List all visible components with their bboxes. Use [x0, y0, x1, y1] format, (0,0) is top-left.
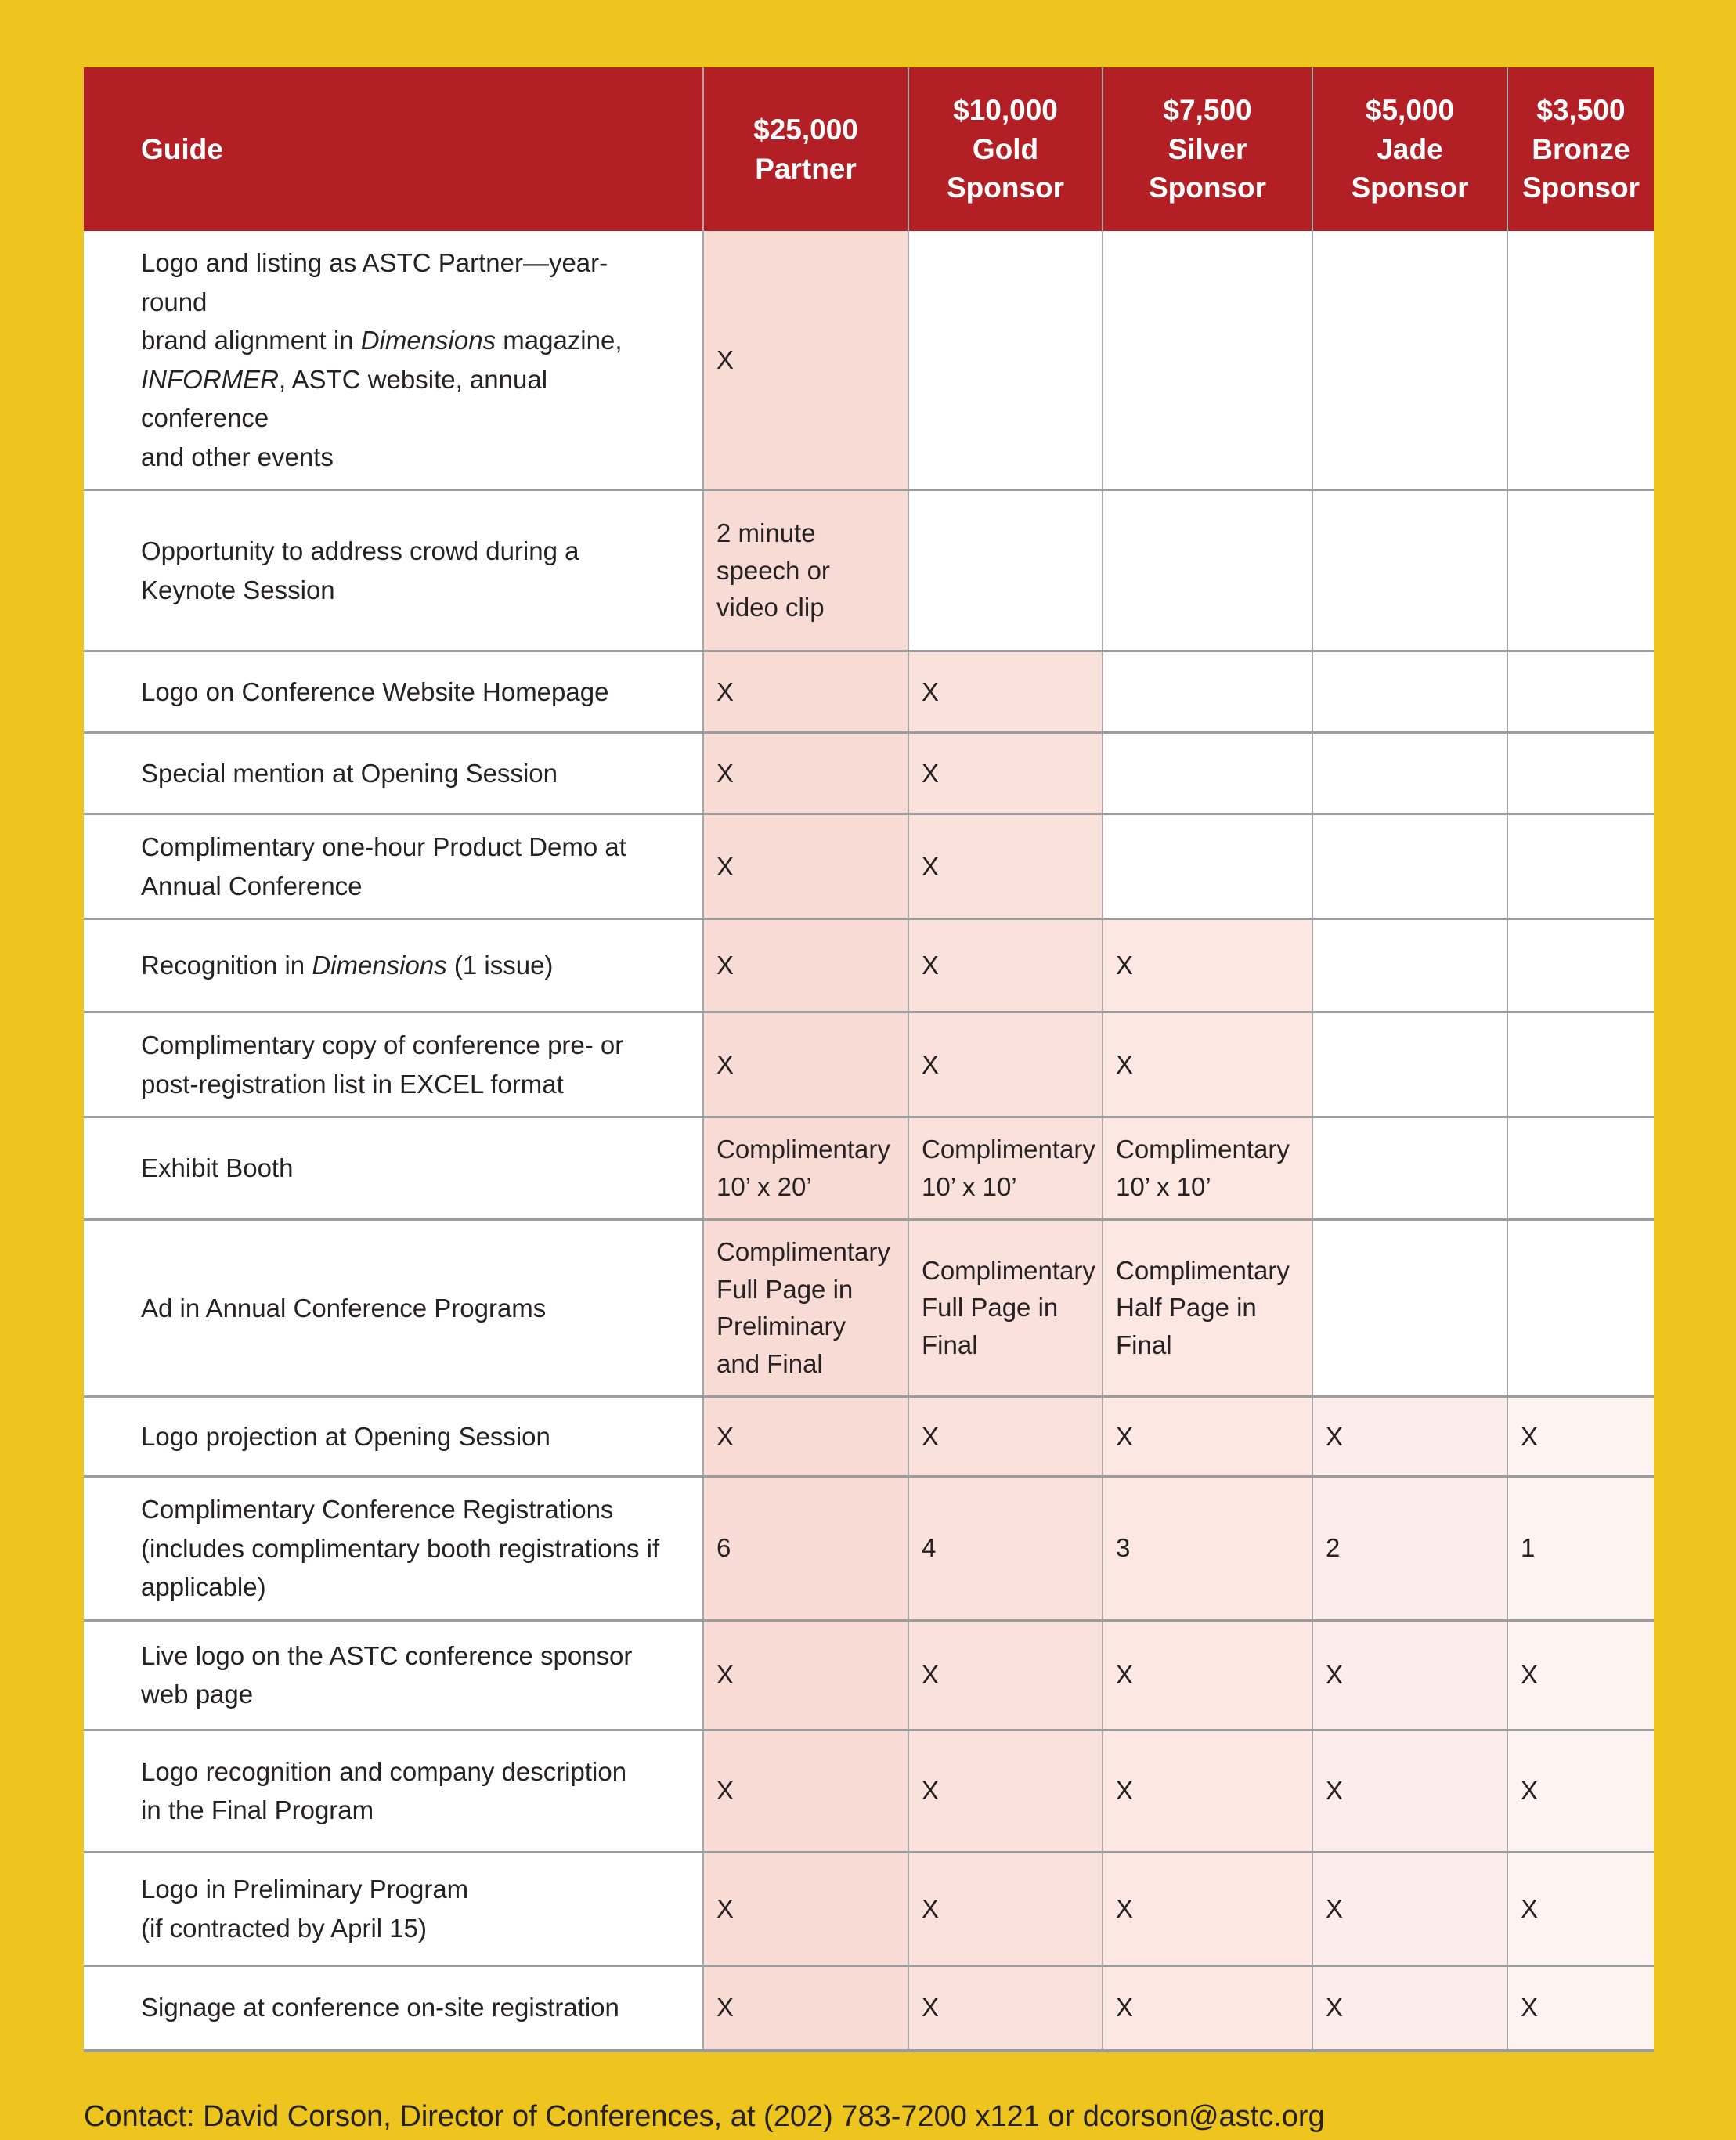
- benefit-cell: [1507, 231, 1654, 489]
- benefit-cell: [1507, 652, 1654, 731]
- benefit-cell: [1102, 815, 1312, 918]
- table-row: [84, 1011, 1654, 1116]
- benefit-cell: X: [702, 920, 908, 1011]
- benefit-cell: X: [908, 815, 1102, 918]
- contact-line: Contact: David Corson, Director of Conferences, at (202) 783-7200 x121 or dcorson@astc.org: [84, 2099, 1325, 2133]
- benefit-cell: X: [908, 920, 1102, 1011]
- table-row: [84, 231, 1654, 489]
- table-row: [84, 489, 1654, 650]
- benefit-label: Logo projection at Opening Session: [84, 1398, 702, 1475]
- column-header-silver-sponsor-7500: $7,500 Silver Sponsor: [1102, 67, 1312, 231]
- benefit-cell: [1507, 1013, 1654, 1116]
- table-row: [84, 918, 1654, 1011]
- benefit-cell: [1102, 491, 1312, 650]
- benefit-cell: X: [908, 1853, 1102, 1965]
- benefit-cell: X: [1102, 1967, 1312, 2049]
- benefit-cell: [1312, 1013, 1507, 1116]
- benefit-cell: X: [1507, 1398, 1654, 1475]
- benefit-label: Opportunity to address crowd during a Keynote Session: [84, 491, 702, 650]
- table-row: [84, 1218, 1654, 1395]
- benefit-cell: [1312, 491, 1507, 650]
- benefit-cell: X: [1102, 1853, 1312, 1965]
- benefit-cell: X: [702, 1398, 908, 1475]
- benefit-cell: X: [1312, 1398, 1507, 1475]
- benefit-label: Complimentary copy of conference pre- or post-registration list in EXCEL format: [84, 1013, 702, 1116]
- table-row: [84, 1116, 1654, 1218]
- benefit-cell: 2: [1312, 1478, 1507, 1619]
- column-header-partner-25000: $25,000 Partner: [702, 67, 908, 231]
- benefit-cell: X: [702, 1853, 908, 1965]
- benefit-cell: [1102, 231, 1312, 489]
- benefit-label: Recognition in Dimensions (1 issue): [84, 920, 702, 1011]
- benefit-cell: Complimentary 10’ x 10’: [1102, 1118, 1312, 1218]
- benefit-cell: 2 minute speech or video clip: [702, 491, 908, 650]
- benefit-cell: X: [1102, 920, 1312, 1011]
- table-row: [84, 1965, 1654, 2049]
- benefit-label: Logo recognition and company description in the Final Program: [84, 1731, 702, 1851]
- benefit-cell: Complimentary 10’ x 20’: [702, 1118, 908, 1218]
- benefit-cell: [1312, 1221, 1507, 1395]
- table-row: [84, 1619, 1654, 1729]
- benefit-cell: [1507, 491, 1654, 650]
- table-row: [84, 731, 1654, 813]
- benefit-cell: X: [908, 652, 1102, 731]
- benefit-cell: [1312, 652, 1507, 731]
- benefit-cell: X: [1312, 1967, 1507, 2049]
- benefit-cell: [908, 231, 1102, 489]
- table-row: [84, 813, 1654, 918]
- benefit-label: Live logo on the ASTC conference sponsor web page: [84, 1622, 702, 1729]
- column-header-guide: Guide: [84, 67, 702, 231]
- benefit-cell: X: [702, 815, 908, 918]
- benefit-cell: Complimentary Full Page in Preliminary and Final: [702, 1221, 908, 1395]
- sponsorship-benefits-table: [84, 67, 1654, 2052]
- benefit-cell: Complimentary 10’ x 10’: [908, 1118, 1102, 1218]
- benefit-cell: 4: [908, 1478, 1102, 1619]
- benefit-label: Logo and listing as ASTC Partner—year-round brand alignment in Dimensions magazine, INFORMER, ASTC website, annual conference and other events: [84, 231, 702, 489]
- table-body: [84, 231, 1654, 2049]
- table-row: [84, 650, 1654, 731]
- benefit-cell: [1312, 815, 1507, 918]
- benefit-cell: X: [1507, 1853, 1654, 1965]
- benefit-cell: [908, 491, 1102, 650]
- benefit-cell: X: [702, 1967, 908, 2049]
- benefit-cell: X: [1507, 1731, 1654, 1851]
- benefit-cell: X: [1102, 1622, 1312, 1729]
- benefit-cell: X: [908, 1398, 1102, 1475]
- benefit-cell: X: [908, 734, 1102, 813]
- benefit-cell: X: [1102, 1398, 1312, 1475]
- benefit-cell: X: [1102, 1013, 1312, 1116]
- benefit-cell: X: [702, 231, 908, 489]
- benefit-cell: X: [702, 652, 908, 731]
- benefit-cell: [1507, 1118, 1654, 1218]
- benefit-cell: X: [702, 1622, 908, 1729]
- column-header-jade-sponsor-5000: $5,000 Jade Sponsor: [1312, 67, 1507, 231]
- benefit-label: Logo in Preliminary Program (if contracted by April 15): [84, 1853, 702, 1965]
- table-row: [84, 1395, 1654, 1475]
- benefit-cell: X: [702, 1013, 908, 1116]
- benefit-label: Ad in Annual Conference Programs: [84, 1221, 702, 1395]
- benefit-label: Complimentary Conference Registrations (includes complimentary booth registrations if applicable): [84, 1478, 702, 1619]
- benefit-cell: 3: [1102, 1478, 1312, 1619]
- benefit-cell: X: [908, 1013, 1102, 1116]
- column-header-gold-sponsor-10000: $10,000 Gold Sponsor: [908, 67, 1102, 231]
- benefit-cell: 1: [1507, 1478, 1654, 1619]
- benefit-cell: X: [702, 1731, 908, 1851]
- benefit-cell: [1312, 920, 1507, 1011]
- benefit-cell: [1507, 734, 1654, 813]
- benefit-label: Special mention at Opening Session: [84, 734, 702, 813]
- benefit-label: Exhibit Booth: [84, 1118, 702, 1218]
- benefit-label: Logo on Conference Website Homepage: [84, 652, 702, 731]
- benefit-cell: X: [1312, 1853, 1507, 1965]
- column-header-bronze-sponsor-3500: $3,500 Bronze Sponsor: [1507, 67, 1654, 231]
- table-row: [84, 1475, 1654, 1619]
- benefit-cell: X: [908, 1622, 1102, 1729]
- table-header-row: [84, 67, 1654, 231]
- table-row: [84, 1729, 1654, 1851]
- benefit-cell: X: [1312, 1731, 1507, 1851]
- benefit-cell: [1102, 652, 1312, 731]
- benefit-cell: [1312, 1118, 1507, 1218]
- benefit-cell: [1507, 815, 1654, 918]
- page: [0, 67, 1736, 2140]
- benefit-cell: X: [908, 1731, 1102, 1851]
- benefit-cell: X: [908, 1967, 1102, 2049]
- benefit-cell: X: [702, 734, 908, 813]
- benefit-cell: X: [1507, 1622, 1654, 1729]
- benefit-cell: X: [1312, 1622, 1507, 1729]
- benefit-label: Complimentary one-hour Product Demo at Annual Conference: [84, 815, 702, 918]
- benefit-cell: [1312, 231, 1507, 489]
- benefit-cell: [1102, 734, 1312, 813]
- benefit-cell: X: [1507, 1967, 1654, 2049]
- benefit-cell: 6: [702, 1478, 908, 1619]
- benefit-cell: Complimentary Half Page in Final: [1102, 1221, 1312, 1395]
- benefit-cell: [1312, 734, 1507, 813]
- table-row: [84, 1851, 1654, 1965]
- benefit-cell: [1507, 920, 1654, 1011]
- benefit-label: Signage at conference on-site registration: [84, 1967, 702, 2049]
- benefit-cell: [1507, 1221, 1654, 1395]
- benefit-cell: X: [1102, 1731, 1312, 1851]
- benefit-cell: Complimentary Full Page in Final: [908, 1221, 1102, 1395]
